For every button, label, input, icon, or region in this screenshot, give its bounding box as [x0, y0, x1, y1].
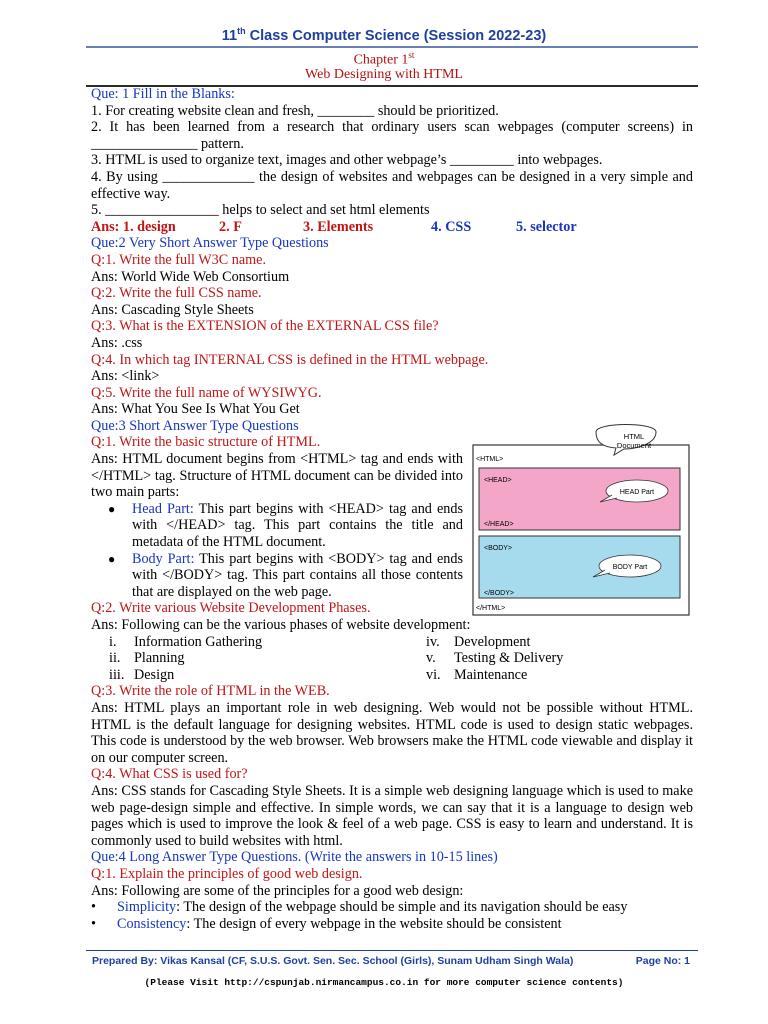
simplicity-text: : The design of the webpage should be simple and its navigation should be easy: [176, 899, 628, 916]
bullet-icon: •: [91, 899, 96, 916]
question-q3-3: Q:3. Write the role of HTML in the WEB.: [91, 683, 330, 700]
phase-list: [91, 634, 693, 684]
question-q3-1: Q:1. Write the basic structure of HTML.: [91, 434, 321, 451]
list-item: [91, 899, 693, 916]
html-close-tag: </HTML>: [476, 605, 506, 612]
answer-q3-3: Ans: HTML plays an important role in web designing. Web would not be possible without HTML. HTML is the default language for designing websites. HTML code is used to design static webpages. This code is understood by the web browser. Web browsers make the HTML code viewable and display it on our computer screen.: [91, 699, 693, 766]
page-number: Page No: 1: [635, 955, 690, 967]
fill-blank-2: 2. It has been learned from a research that ordinary users scan webpages (computer screens) in _______________ pattern.: [91, 119, 693, 152]
answer-q3-1: Ans: HTML document begins from <HTML> tag and ends with </HTML> tag. Structure of HTML document can be divided into two main parts:: [91, 451, 463, 501]
list-item: iii. Design: [109, 666, 175, 683]
list-item: i. Information Gathering: [109, 633, 263, 650]
head-close-tag: </HEAD>: [484, 521, 514, 528]
header-divider: [86, 46, 698, 48]
footer-visit-note: (Please Visit http://cspunjab.nirmancampus.co.in for more computer science contents): [144, 977, 624, 988]
list-item: v. Testing & Delivery: [426, 650, 564, 667]
fill-blank-5: 5. ________________ helps to select and set html elements: [91, 202, 430, 219]
body-open-tag: <BODY>: [484, 545, 513, 552]
fill-blank-3: 3. HTML is used to organize text, images and other webpage’s _________ into webpages.: [91, 152, 603, 169]
section-heading-q2: Que:2 Very Short Answer Type Questions: [91, 235, 329, 252]
simplicity-label: Simplicity: [117, 899, 177, 916]
question-q2-2: Q:2. Write the full CSS name.: [91, 285, 262, 302]
question-q3-4: Q:4. What CSS is used for?: [91, 766, 248, 783]
body-part-label: Body Part:: [132, 550, 195, 567]
section-heading-q4: Que:4 Long Answer Type Questions. (Write the answers in 10-15 lines): [91, 849, 498, 866]
list-item: ii. Planning: [109, 650, 185, 667]
question-q2-4: Q:4. In which tag INTERNAL CSS is defined in the HTML webpage.: [91, 351, 489, 368]
bubble-line-1: HTML: [623, 432, 645, 441]
answer-1: Ans: 1. design: [91, 218, 176, 235]
answer-4: 4. CSS: [431, 218, 472, 235]
section-heading-q1: Que: 1 Fill in the Blanks:: [91, 86, 235, 102]
consistency-text: : The design of every webpage in the website should be consistent: [186, 915, 562, 932]
list-item: [91, 551, 463, 601]
answer-q2-4: Ans: <link>: [91, 368, 160, 385]
body-part-text: This part begins with <BODY> tag and ends with </BODY> tag. This part contains all those contents that are displayed on the web page.: [132, 550, 463, 600]
answer-q2-2: Ans: Cascading Style Sheets: [91, 301, 254, 318]
body-close-tag: </BODY>: [484, 590, 514, 597]
fill-blank-1: 1. For creating website clean and fresh, ________ should be prioritized.: [91, 102, 499, 119]
body-callout-text: BODY Part: [612, 564, 648, 571]
html-structure-figure: [472, 420, 690, 616]
list-item: iv. Development: [426, 633, 531, 650]
answer-q2-5: Ans: What You See Is What You Get: [91, 401, 300, 418]
answer-2: 2. F: [219, 218, 242, 235]
section-heading-q3: Que:3 Short Answer Type Questions: [91, 417, 299, 434]
list-item: [91, 916, 693, 933]
bullet-icon: ●: [108, 501, 116, 516]
head-callout-text: HEAD Part: [619, 489, 655, 496]
head-part-text: This part begins with <HEAD> tag and ends with </HEAD> tag. This part contains the title and metadata of the HTML document.: [132, 500, 463, 551]
bullet-icon: ●: [108, 551, 116, 566]
question-q4-1: Q:1. Explain the principles of good web design.: [91, 865, 363, 882]
question-q3-2: Q:2. Write various Website Development Phases.: [91, 600, 371, 617]
chapter-title: Web Designing with HTML: [305, 67, 463, 82]
consistency-label: Consistency: [117, 915, 187, 932]
answer-q2-1: Ans: World Wide Web Consortium: [91, 268, 290, 285]
answer-5: 5. selector: [516, 218, 577, 235]
fill-blank-4: 4. By using _____________ the design of websites and webpages can be designed in a very simple and effective way.: [91, 168, 693, 202]
question-q2-5: Q:5. Write the full name of WYSIWYG.: [91, 384, 322, 401]
head-part-label: Head Part:: [132, 500, 194, 517]
bubble-line-2: Document: [616, 441, 652, 450]
html-open-tag: <HTML>: [476, 456, 504, 463]
question-q2-3: Q:3. What is the EXTENSION of the EXTERNAL CSS file?: [91, 318, 439, 335]
footer: [92, 955, 692, 967]
list-item: vi. Maintenance: [426, 666, 528, 683]
list-item: [91, 501, 463, 551]
answer-q3-2: Ans: Following can be the various phases of website development:: [91, 617, 471, 633]
answer-q4-1: Ans: Following are some of the principles for a good web design:: [91, 882, 464, 899]
footer-author: Prepared By: Vikas Kansal (CF, S.U.S. Govt. Sen. Sec. School (Girls), Sunam Udham Singh Wala): [92, 955, 574, 967]
answer-3: 3. Elements: [303, 218, 374, 235]
fill-blank-answers: [91, 219, 693, 236]
footer-divider: [86, 950, 698, 951]
bullet-icon: •: [91, 915, 96, 932]
answer-q2-3: Ans: .css: [91, 334, 143, 351]
page-header-title: 11th Class Computer Science (Session 2022-23): [221, 26, 547, 44]
answer-q3-4: Ans: CSS stands for Cascading Style Sheets. It is a simple web designing language which is used to make web page-design simple and effective. In simple words, we can say that it is a language to design web pages which is used to improve the look & feel of a web page. CSS is easy to learn and understand. It is commonly used to build websites with html.: [91, 782, 693, 849]
question-q2-1: Q:1. Write the full W3C name.: [91, 251, 267, 268]
chapter-number: Chapter 1st: [353, 50, 415, 68]
head-open-tag: <HEAD>: [484, 477, 512, 484]
